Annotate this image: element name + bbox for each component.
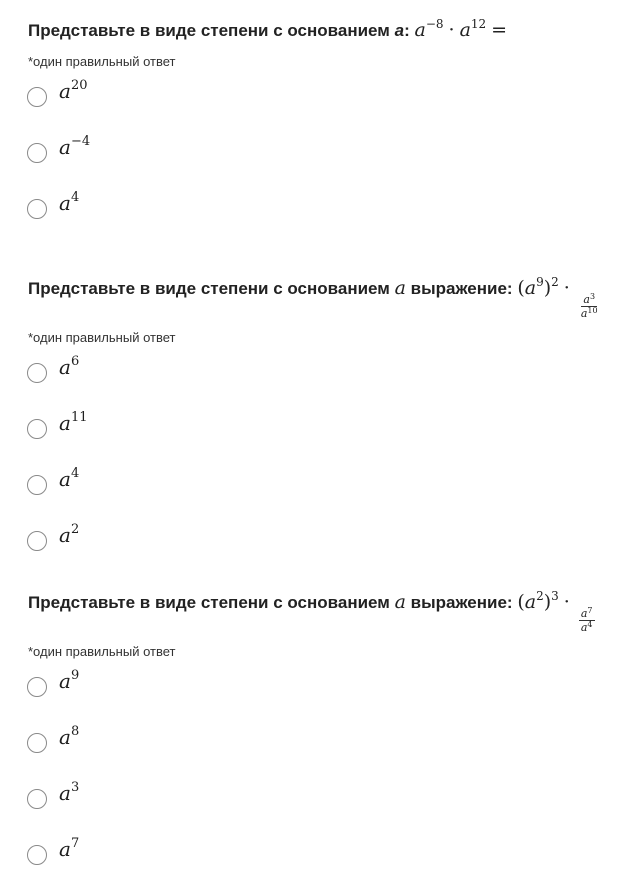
question-1 bbox=[28, 18, 612, 237]
answer-option[interactable] bbox=[27, 771, 612, 827]
option-label: $a^{20}$ bbox=[59, 78, 88, 103]
question-suffix: выражение: bbox=[410, 593, 513, 612]
options-list bbox=[28, 69, 612, 237]
answer-option[interactable] bbox=[27, 181, 612, 237]
radio-button[interactable] bbox=[27, 677, 47, 697]
fraction: $\frac{a^3}{a^{10}}$ bbox=[580, 292, 598, 320]
question-text: Представьте в виде степени с основанием bbox=[28, 593, 390, 612]
equals-sign: = bbox=[491, 19, 508, 41]
answer-hint: *один правильный ответ bbox=[28, 54, 176, 69]
radio-button[interactable] bbox=[27, 143, 47, 163]
answer-option[interactable] bbox=[27, 659, 612, 715]
answer-option[interactable] bbox=[27, 69, 612, 125]
base-letter: a bbox=[394, 591, 406, 613]
dot-operator: · bbox=[563, 591, 570, 613]
answer-option[interactable] bbox=[27, 401, 612, 457]
radio-button[interactable] bbox=[27, 789, 47, 809]
base-letter: a bbox=[394, 277, 406, 299]
answer-option[interactable] bbox=[27, 457, 612, 513]
answer-option[interactable] bbox=[27, 125, 612, 181]
dot-operator: · bbox=[448, 19, 455, 41]
question-3 bbox=[28, 590, 612, 883]
answer-option[interactable] bbox=[27, 513, 612, 569]
option-label: $a^6$ bbox=[59, 354, 80, 379]
answer-option[interactable] bbox=[27, 345, 612, 401]
expr-base: a bbox=[414, 19, 426, 41]
question-title bbox=[28, 590, 612, 633]
expr-base: a bbox=[459, 19, 471, 41]
option-label: $a^3$ bbox=[59, 780, 80, 805]
option-label: $a^9$ bbox=[59, 668, 80, 693]
base-letter: a bbox=[394, 21, 405, 40]
fraction: $\frac{a^7}{a^4}$ bbox=[580, 606, 593, 634]
radio-button[interactable] bbox=[27, 419, 47, 439]
radio-button[interactable] bbox=[27, 845, 47, 865]
option-label: $a^4$ bbox=[59, 190, 80, 215]
option-label: $a^7$ bbox=[59, 836, 80, 861]
answer-option[interactable] bbox=[27, 827, 612, 883]
options-list bbox=[28, 345, 612, 569]
radio-button[interactable] bbox=[27, 475, 47, 495]
answer-hint: *один правильный ответ bbox=[28, 644, 176, 659]
options-list bbox=[28, 659, 612, 883]
option-label: $a^{-4}$ bbox=[59, 134, 91, 159]
answer-option[interactable] bbox=[27, 715, 612, 771]
question-text: Представьте в виде степени с основанием bbox=[28, 279, 390, 298]
option-label: $a^8$ bbox=[59, 724, 80, 749]
radio-button[interactable] bbox=[27, 733, 47, 753]
option-label: $a^4$ bbox=[59, 466, 80, 491]
math-expression: $(a^9)^2$ · $\frac{a^3}{a^{10}}$ bbox=[517, 275, 598, 320]
question-2 bbox=[28, 276, 612, 569]
answer-hint: *один правильный ответ bbox=[28, 330, 176, 345]
radio-button[interactable] bbox=[27, 531, 47, 551]
question-text: Представьте в виде степени с основанием bbox=[28, 21, 390, 40]
radio-button[interactable] bbox=[27, 87, 47, 107]
dot-operator: · bbox=[563, 277, 570, 299]
question-suffix: выражение: bbox=[410, 279, 513, 298]
expr-exponent: −8 bbox=[425, 17, 444, 31]
question-title bbox=[28, 18, 612, 43]
option-label: $a^2$ bbox=[59, 522, 80, 547]
colon: : bbox=[404, 21, 410, 40]
math-expression bbox=[414, 19, 512, 41]
math-expression: $(a^2)^3$ · $\frac{a^7}{a^4}$ bbox=[517, 589, 593, 634]
option-label: $a^{11}$ bbox=[59, 410, 88, 435]
question-title bbox=[28, 276, 612, 319]
radio-button[interactable] bbox=[27, 363, 47, 383]
radio-button[interactable] bbox=[27, 199, 47, 219]
expr-exponent: 12 bbox=[470, 17, 487, 31]
